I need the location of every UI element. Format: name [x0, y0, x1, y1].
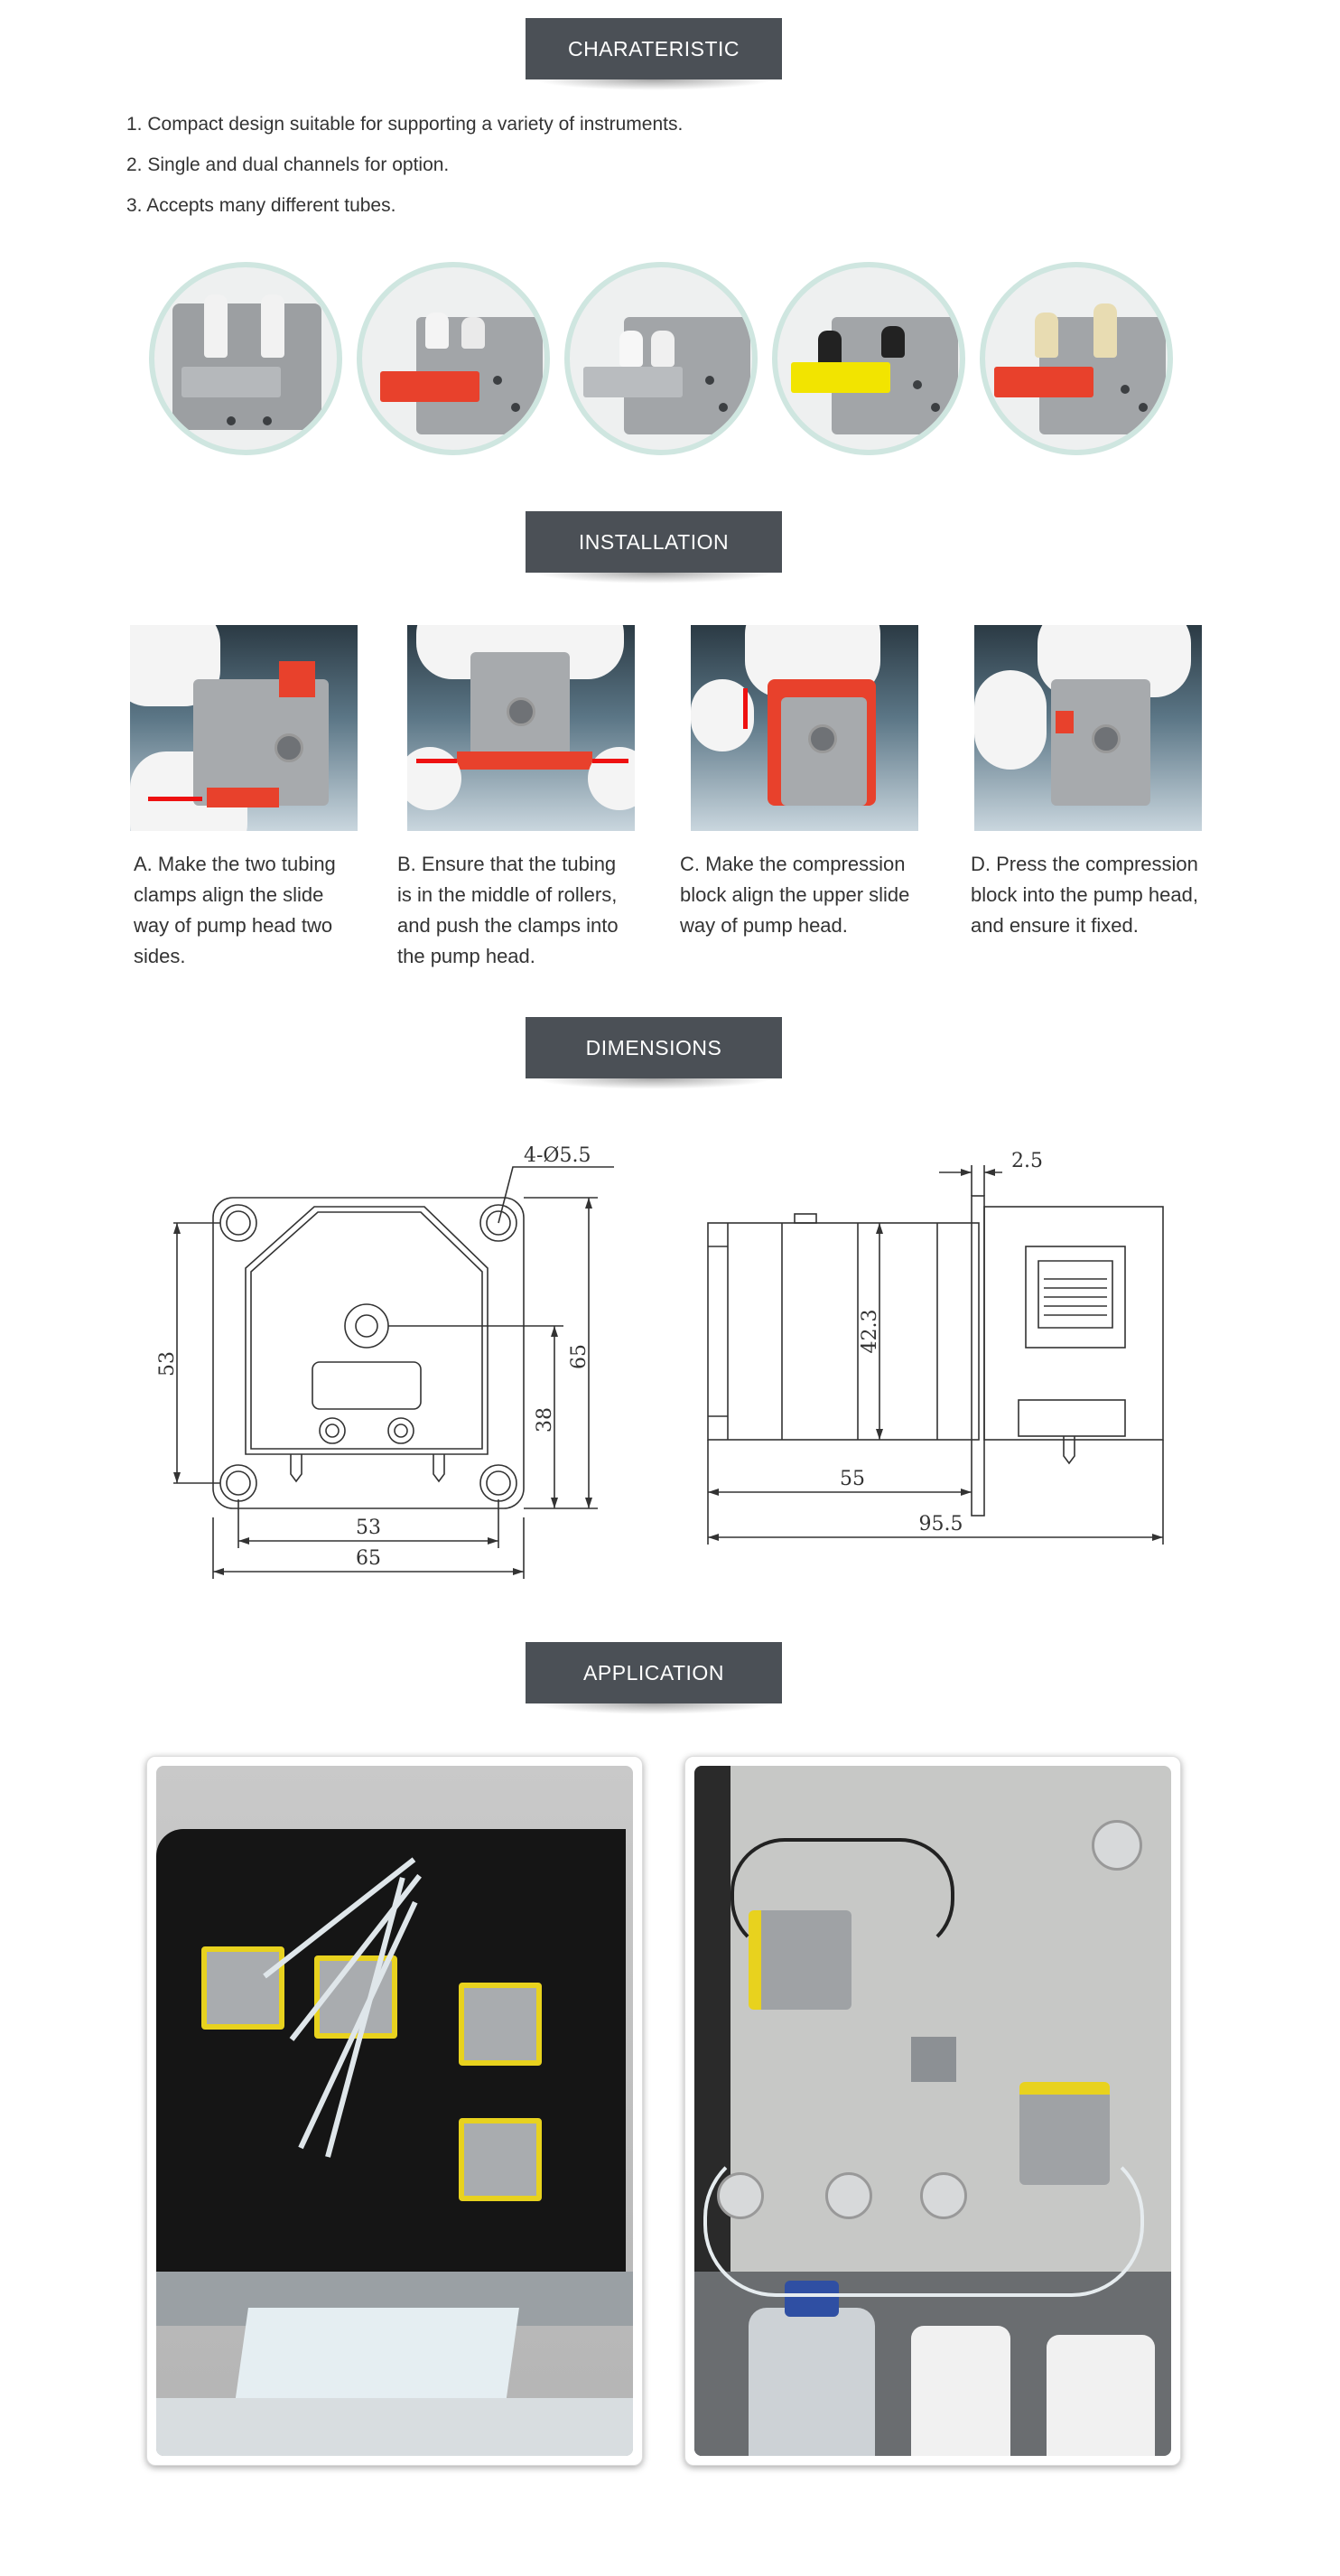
installation-photo-b — [407, 625, 635, 831]
pump-thumbnail-white-tubes — [149, 262, 342, 455]
installation-step-b: B. Ensure that the tubing is in the middle of rollers, and push the clamps into the pump head. — [397, 853, 619, 967]
dim-front-width-outer: 65 — [356, 1547, 381, 1570]
dim-front-height-inner: 53 — [156, 1351, 179, 1377]
pump-thumbnail-clear-tubes — [564, 262, 758, 455]
installation-photo-c — [691, 625, 918, 831]
installation-step-a: A. Make the two tubing clamps align the slide way of pump head two sides. — [134, 853, 336, 967]
pump-thumbnail-beige-tubes — [980, 262, 1173, 455]
feature-item: 3. Accepts many different tubes. — [126, 195, 396, 216]
application-photo-multi-pump-panel — [146, 1756, 643, 2466]
dim-front-height-outer: 65 — [568, 1344, 591, 1369]
section-title-application: APPLICATION — [526, 1642, 782, 1703]
pump-thumbnail-orange-clamp — [357, 262, 550, 455]
pump-thumbnail-yellow-clamp — [772, 262, 965, 455]
feature-item: 1. Compact design suitable for supporting a variety of instruments. — [126, 114, 684, 135]
dim-plate-thickness: 2.5 — [1011, 1150, 1043, 1172]
dim-motor-length: 55 — [840, 1468, 865, 1490]
dim-holes-label: 4-Ø5.5 — [524, 1144, 591, 1167]
installation-step-d: D. Press the compression block into the pump head, and ensure it fixed. — [971, 853, 1198, 937]
dimension-drawing — [0, 1102, 1340, 1590]
installation-photo-a — [130, 625, 358, 831]
dim-front-width-inner: 53 — [356, 1517, 381, 1539]
application-photo-instrument-interior — [684, 1756, 1181, 2466]
installation-step-c: C. Make the compression block align the upper slide way of pump head. — [680, 853, 910, 937]
dim-total-length: 95.5 — [918, 1513, 963, 1535]
dim-motor-height: 42.3 — [859, 1309, 881, 1354]
section-title-characteristic: CHARATERISTIC — [526, 18, 782, 79]
feature-item: 2. Single and dual channels for option. — [126, 154, 450, 175]
section-title-dimensions: DIMENSIONS — [526, 1017, 782, 1078]
section-title-installation: INSTALLATION — [526, 511, 782, 573]
installation-photo-d — [974, 625, 1202, 831]
dim-center-height: 38 — [534, 1407, 556, 1433]
